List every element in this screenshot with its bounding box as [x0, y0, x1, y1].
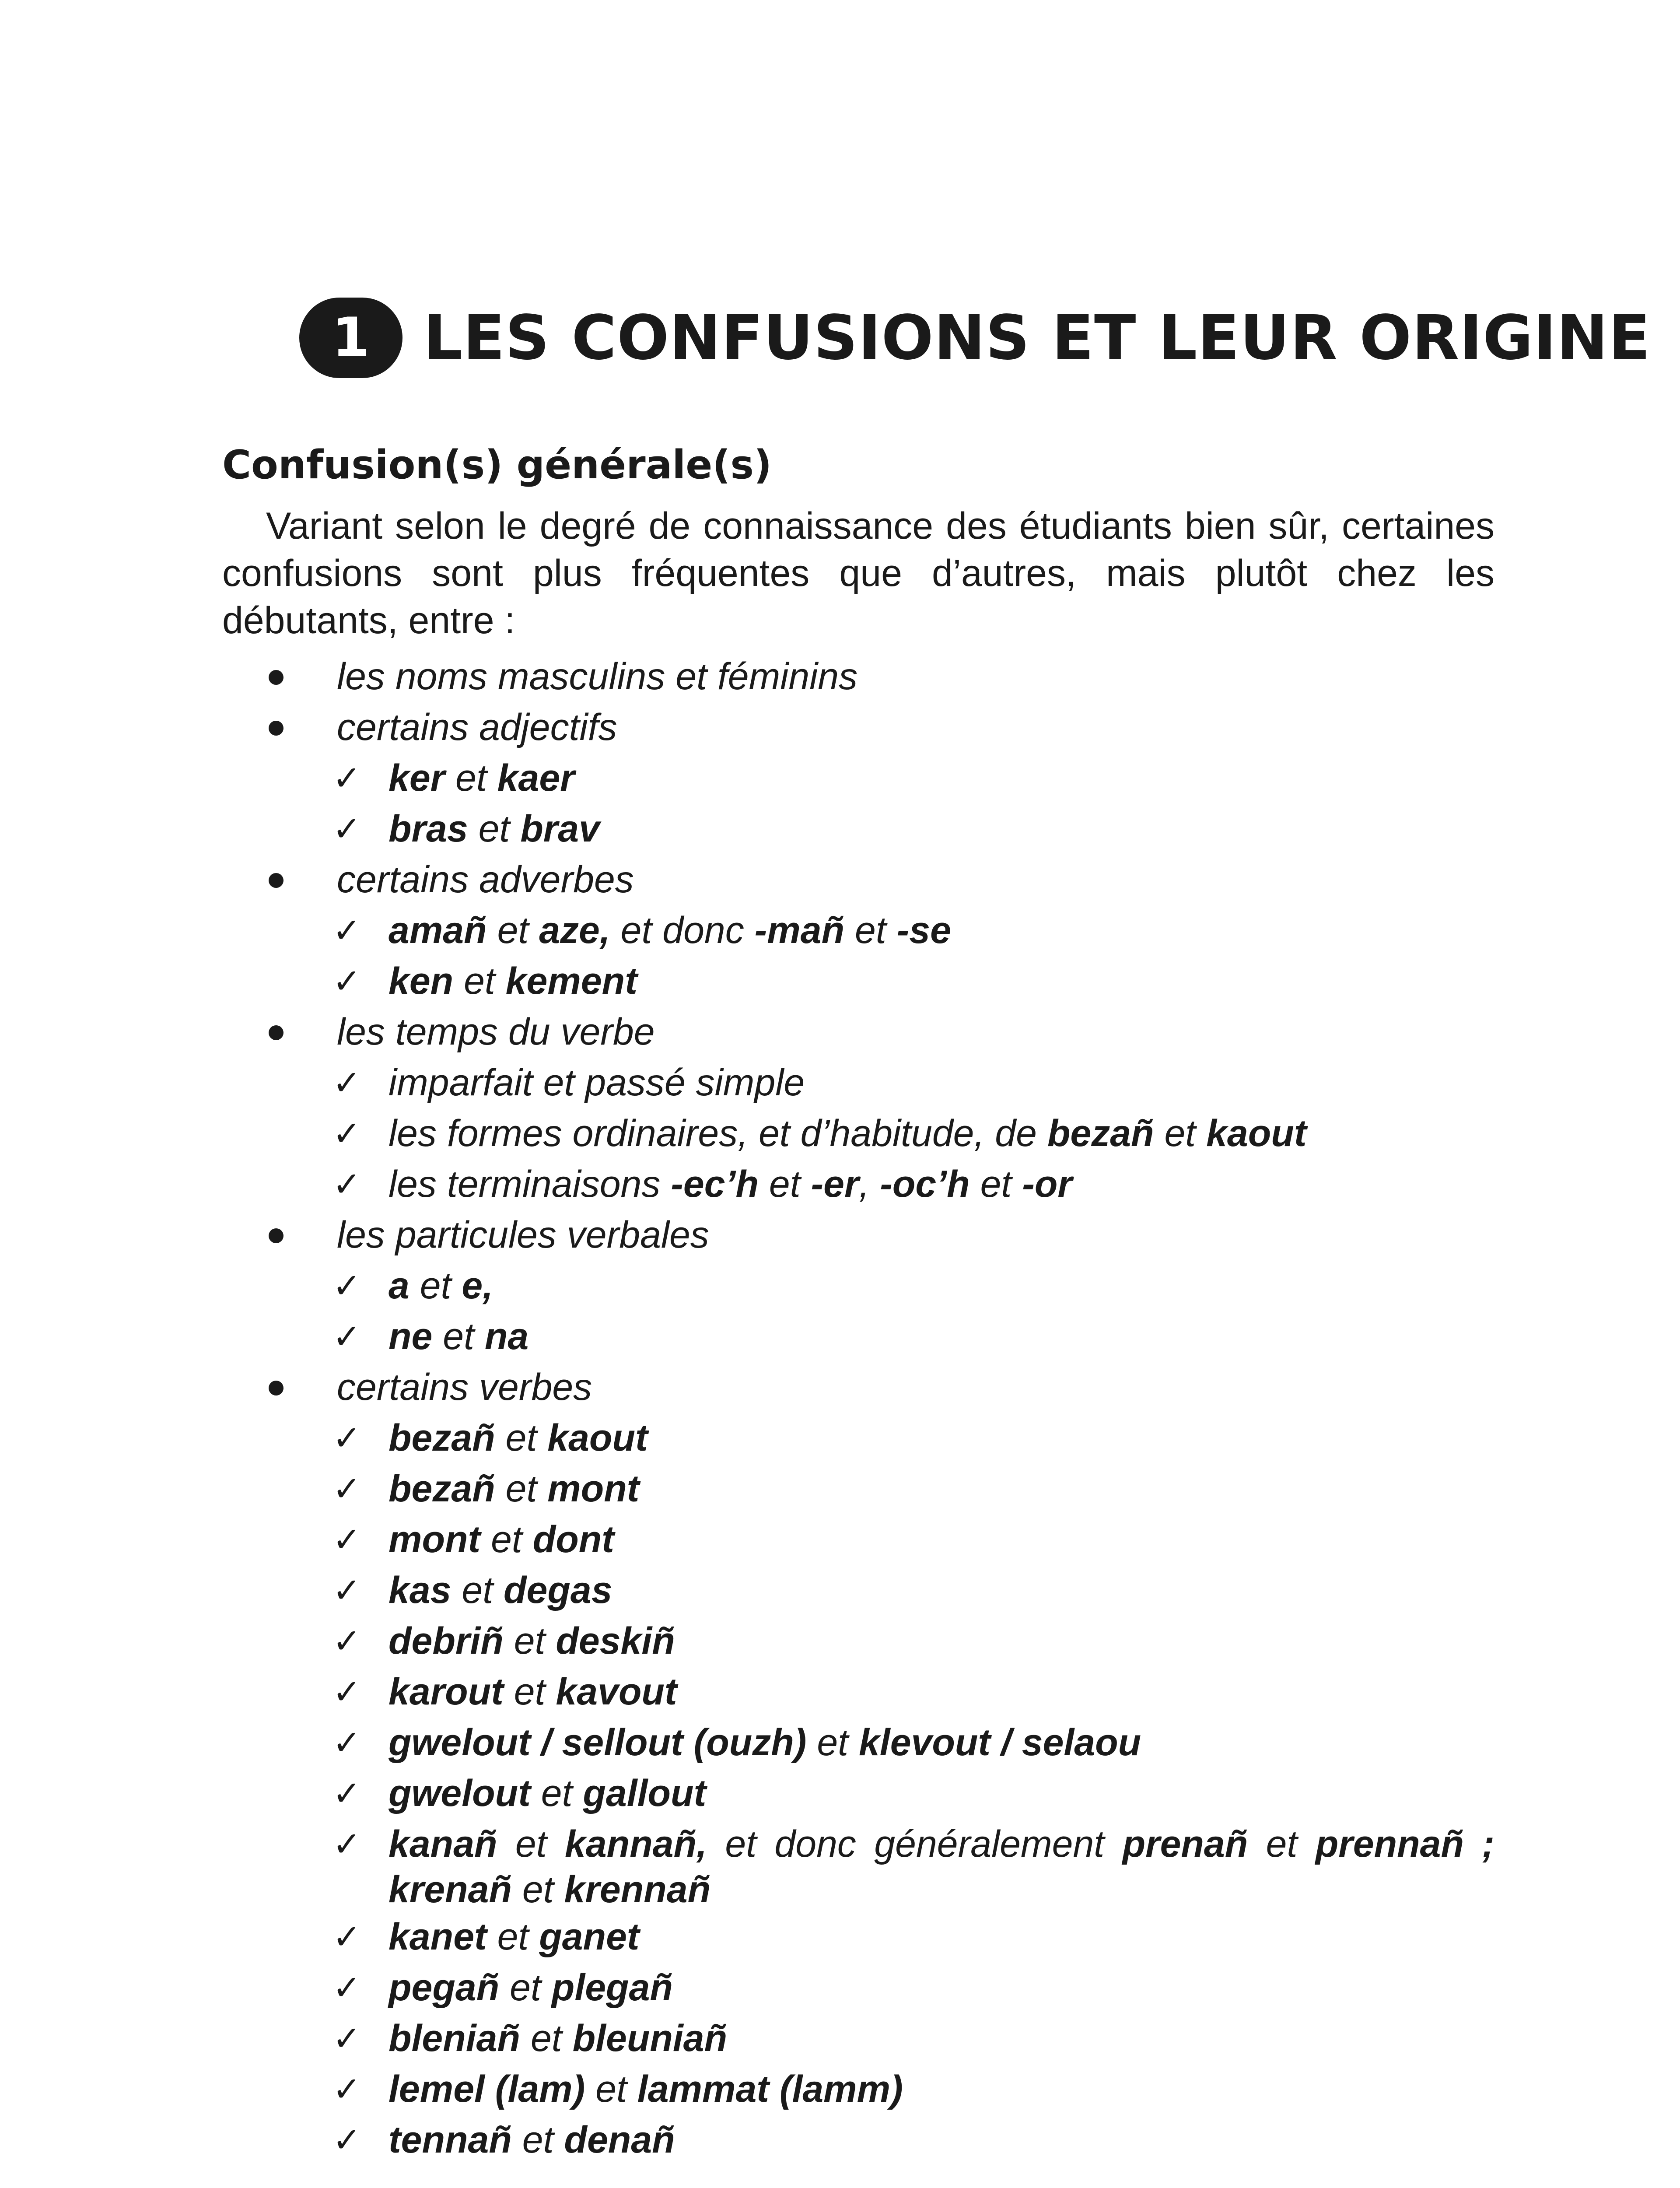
bullet-icon [269, 854, 284, 905]
list-item-text [388, 1616, 675, 1666]
text-segment: les particules verbales [337, 1214, 709, 1256]
sub-list-item [0, 956, 1680, 1006]
list-item [0, 651, 1680, 702]
breton-term: ken [388, 960, 454, 1002]
text-segment: et [486, 1916, 539, 1958]
list-item-text [388, 1057, 805, 1108]
sub-list-item [0, 1819, 1680, 1911]
list-item-text [388, 1108, 1306, 1159]
checkmark-icon: ✓ [332, 1968, 361, 2007]
sub-list-item [0, 1911, 1680, 1962]
list-item [0, 854, 1680, 905]
sub-list-item [0, 1565, 1680, 1616]
list-item [0, 702, 1680, 753]
breton-term: deskiñ [556, 1620, 675, 1662]
text-segment: et [486, 909, 539, 951]
bullet-icon [269, 1210, 284, 1260]
checkmark-icon: ✓ [332, 759, 361, 797]
text-segment: les temps du verbe [337, 1011, 655, 1053]
sub-list-item [0, 1666, 1680, 1717]
sub-list-item [0, 1413, 1680, 1463]
list-item-text [388, 1311, 528, 1362]
sub-list-item [0, 2114, 1680, 2165]
checkmark-icon: ✓ [332, 1571, 361, 1609]
checkmark-icon: ✓ [332, 2121, 361, 2159]
list-item-text [388, 1514, 614, 1565]
list-item-text [388, 2013, 727, 2064]
breton-term: -se [896, 909, 951, 951]
text-segment: et [453, 960, 506, 1002]
text-segment: et donc généralement [707, 1823, 1123, 1865]
text-segment: et [511, 2119, 564, 2161]
text-segment: et [451, 1569, 504, 1611]
sub-list-item [0, 803, 1680, 854]
checkmark-icon: ✓ [332, 1063, 361, 1102]
checkmark-icon: ✓ [332, 1114, 361, 1153]
list-item-text [388, 1666, 677, 1717]
list-item-text [388, 1768, 706, 1819]
breton-term: na [484, 1315, 529, 1357]
text-segment: et [495, 1417, 548, 1459]
checkmark-icon: ✓ [332, 1469, 361, 1508]
breton-term: dont [532, 1518, 614, 1560]
list-item-text [337, 1362, 592, 1413]
sub-list-item [0, 1514, 1680, 1565]
list-item-text [388, 1717, 1141, 1768]
text-segment: certains adverbes [337, 859, 634, 901]
checkmark-icon: ✓ [332, 1520, 361, 1559]
breton-term: degas [504, 1569, 612, 1611]
breton-term: gwelout / sellout (ouzh) [388, 1722, 807, 1764]
breton-term: prenañ [1122, 1823, 1248, 1865]
confusion-list [0, 651, 1680, 2165]
breton-term: plegañ [551, 1967, 673, 2009]
text-segment: et [480, 1518, 533, 1560]
bullet-icon [269, 1006, 284, 1057]
text-segment: les formes ordinaires, et d’habitude, de [388, 1112, 1047, 1154]
breton-term: bezañ [388, 1468, 495, 1510]
chapter-title-text: LES CONFUSIONS ET LEUR ORIGINE [424, 302, 1651, 374]
list-item-text [337, 1210, 709, 1260]
list-item-text [388, 1911, 640, 1962]
checkmark-icon: ✓ [332, 1918, 361, 1956]
breton-term: a [388, 1265, 410, 1307]
sub-list-item [0, 753, 1680, 803]
text-segment: et [499, 1967, 552, 2009]
breton-term: kaout [547, 1417, 648, 1459]
list-item-text [337, 1006, 655, 1057]
breton-term: kas [388, 1569, 452, 1611]
breton-term: debriñ [388, 1620, 504, 1662]
breton-term: ker [388, 757, 445, 799]
list-item-text [388, 905, 951, 956]
checkmark-icon: ✓ [332, 1622, 361, 1660]
bullet-icon [269, 702, 284, 753]
checkmark-icon: ✓ [332, 1825, 361, 1863]
sub-list-item [0, 1159, 1680, 1210]
text-segment: et donc [610, 909, 755, 951]
text-segment: les noms masculins et féminins [337, 656, 858, 698]
breton-term: denañ [564, 2119, 675, 2161]
breton-term: kaer [497, 757, 575, 799]
breton-term: kanet [388, 1916, 487, 1958]
breton-term: klevout / selaou [858, 1722, 1141, 1764]
checkmark-icon: ✓ [332, 2019, 361, 2058]
list-item-text [337, 702, 617, 753]
checkmark-icon: ✓ [332, 1723, 361, 1762]
checkmark-icon: ✓ [332, 1165, 361, 1203]
text-segment: et [468, 808, 521, 850]
breton-term: lammat (lamm) [637, 2068, 903, 2110]
sub-list-item [0, 1108, 1680, 1159]
text-segment: et [844, 909, 897, 951]
sub-list-item [0, 1616, 1680, 1666]
checkmark-icon: ✓ [332, 2070, 361, 2108]
list-item-text [388, 803, 600, 854]
breton-term: bras [388, 808, 468, 850]
list-item [0, 1362, 1680, 1413]
breton-term: -ec’h [671, 1163, 759, 1205]
list-item-text [388, 1962, 673, 2013]
breton-term: bleuniañ [572, 2017, 728, 2059]
text-segment: , [859, 1163, 880, 1205]
bullet-icon [269, 1362, 284, 1413]
text-segment: et [585, 2068, 637, 2110]
checkmark-icon: ✓ [332, 962, 361, 1000]
checkmark-icon: ✓ [332, 1266, 361, 1305]
text-segment: et [520, 2017, 573, 2059]
sub-list-item [0, 2013, 1680, 2064]
breton-term: karout [388, 1671, 504, 1713]
breton-term: pegañ [388, 1967, 500, 2009]
list-item-text [388, 1821, 1494, 1912]
intro-paragraph: Variant selon le degré de connaissance des étudiants bien sûr, certaines confusions sont plus fréquentes que d’autres, mais plutôt chez les débutants, entre : [222, 505, 1494, 642]
text-segment: et [1248, 1823, 1316, 1865]
list-item [0, 1006, 1680, 1057]
text-segment: et [759, 1163, 811, 1205]
section-heading: Confusion(s) générale(s) [222, 442, 772, 488]
text-segment: et [512, 1869, 564, 1911]
text-segment: certains adjectifs [337, 706, 617, 748]
checkmark-icon: ✓ [332, 1317, 361, 1356]
sub-list-item [0, 1717, 1680, 1768]
breton-term: bezañ [1047, 1112, 1154, 1154]
list-item-text [388, 1413, 648, 1463]
text-segment: et [970, 1163, 1022, 1205]
text-segment: et [409, 1265, 462, 1307]
text-segment: et [495, 1468, 548, 1510]
breton-term: tennañ [388, 2119, 512, 2161]
breton-term: ne [388, 1315, 433, 1357]
sub-list-item [0, 1463, 1680, 1514]
text-segment: et [1154, 1112, 1207, 1154]
breton-term: prennañ ; krenañ [388, 1823, 1495, 1911]
breton-term: kaout [1206, 1112, 1307, 1154]
list-item-text [388, 1159, 1072, 1210]
sub-list-item [0, 1057, 1680, 1108]
list-item-text [388, 1463, 639, 1514]
sub-list-item [0, 1768, 1680, 1819]
text-segment: et [503, 1671, 556, 1713]
breton-term: mont [547, 1468, 640, 1510]
breton-term: kement [505, 960, 637, 1002]
breton-term: -or [1022, 1163, 1072, 1205]
breton-term: kanañ [388, 1823, 497, 1865]
text-segment: et [432, 1315, 485, 1357]
text-segment: et [445, 757, 497, 799]
text-segment: et [806, 1722, 859, 1764]
list-item-text [388, 1260, 493, 1311]
text-segment: et [497, 1823, 565, 1865]
sub-list-item [0, 1311, 1680, 1362]
checkmark-icon: ✓ [332, 1673, 361, 1711]
sub-list-item [0, 905, 1680, 956]
breton-term: aze, [539, 909, 610, 951]
checkmark-icon: ✓ [332, 1419, 361, 1457]
breton-term: bleniañ [388, 2017, 521, 2059]
breton-term: gwelout [388, 1772, 531, 1814]
breton-term: -er [811, 1163, 859, 1205]
breton-term: -mañ [754, 909, 845, 951]
sub-list-item [0, 1962, 1680, 2013]
checkmark-icon: ✓ [332, 1774, 361, 1813]
list-item-text [337, 651, 858, 702]
breton-term: ganet [539, 1916, 640, 1958]
list-item-text [388, 753, 575, 803]
breton-term: -oc’h [880, 1163, 970, 1205]
chapter-title [299, 294, 1651, 382]
text-segment: certains verbes [337, 1366, 592, 1408]
breton-term: bezañ [388, 1417, 495, 1459]
list-item-text [388, 2114, 675, 2165]
breton-term: e, [462, 1265, 494, 1307]
breton-term: amañ [388, 909, 487, 951]
breton-term: gallout [583, 1772, 707, 1814]
sub-list-item [0, 1260, 1680, 1311]
bullet-icon [269, 651, 284, 702]
sub-list-item [0, 2064, 1680, 2114]
text-segment: et [503, 1620, 556, 1662]
text-segment: les terminaisons [388, 1163, 671, 1205]
breton-term: mont [388, 1518, 481, 1560]
checkmark-icon: ✓ [332, 810, 361, 848]
text-segment: imparfait et passé simple [388, 1062, 805, 1104]
list-item-text [388, 2064, 903, 2114]
list-item-text [388, 956, 637, 1006]
list-item-text [337, 854, 634, 905]
breton-term: lemel (lam) [388, 2068, 585, 2110]
list-item [0, 1210, 1680, 1260]
text-segment: et [530, 1772, 583, 1814]
list-item-text [388, 1565, 612, 1616]
breton-term: kannañ, [565, 1823, 707, 1865]
breton-term: krennañ [564, 1869, 711, 1911]
chapter-number-badge: 1 [299, 298, 402, 378]
breton-term: brav [520, 808, 600, 850]
checkmark-icon: ✓ [332, 911, 361, 950]
breton-term: kavout [556, 1671, 677, 1713]
